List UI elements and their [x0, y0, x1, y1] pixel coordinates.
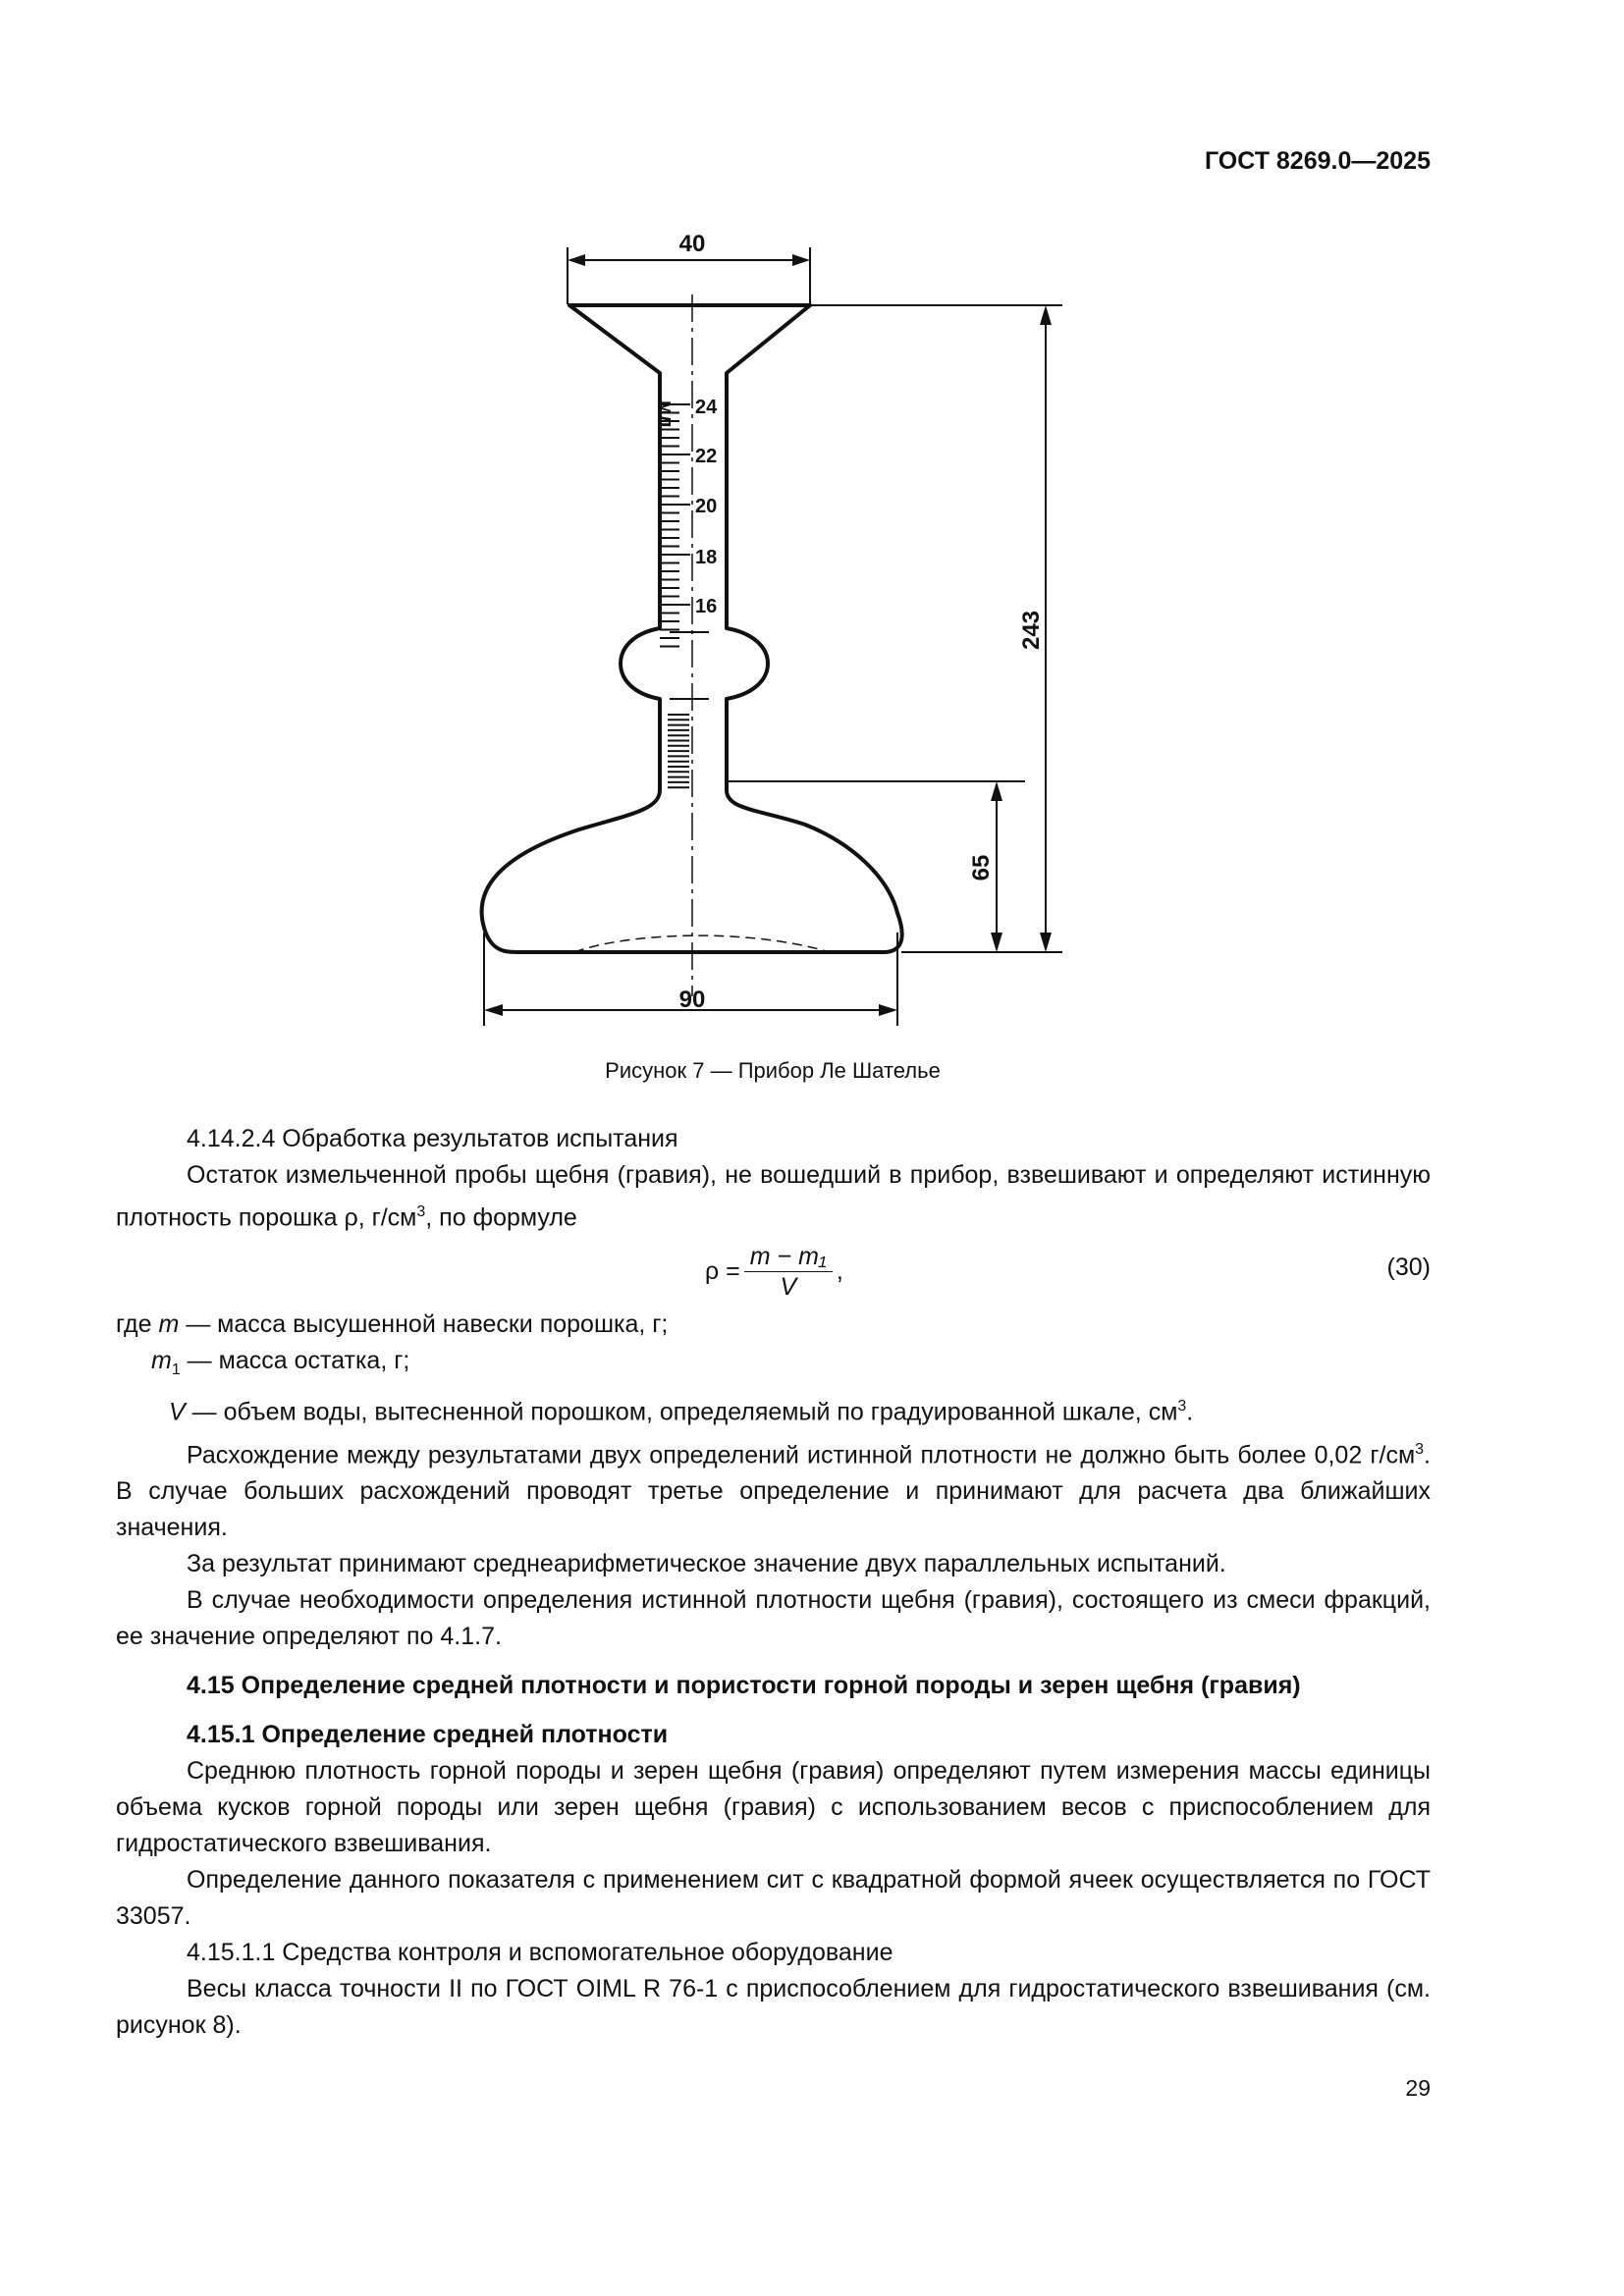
section-4-15-heading: 4.15 Определение средней плотности и пористости горной породы и зерен щебня (гравия)	[187, 1671, 1301, 1699]
dimension-top-width: 40	[678, 231, 706, 257]
formula-tail: ,	[836, 1257, 843, 1286]
figure-caption: Рисунок 7 — Прибор Ле Шателье	[605, 1058, 941, 1083]
scale-label-20: 20	[695, 496, 718, 517]
paragraph: Весы класса точности II по ГОСТ OIML R 76-1 с приспособлением для гидростатического взвешивания (см. рисунок 8).	[116, 1974, 1431, 2039]
scale-label-22: 22	[695, 446, 718, 467]
where-line: $m_1$ — масса остатка, г;	[151, 1347, 410, 1379]
where-line: V — объем воды, вытесненной порошком, определяемый по градуированной шкале, $см^3$.	[169, 1398, 1194, 1426]
equation-number: (30)	[1386, 1254, 1431, 1282]
document-body	[116, 1121, 1431, 2044]
lower-scale-ticks	[668, 715, 689, 787]
paragraph: За результат принимают среднеарифметическое значение двух параллельных испытаний.	[187, 1549, 1226, 1577]
paragraph: Расхождение между результатами двух определений истинной плотности не должно быть более 0,02 $г/см^3$. В случае больших расхождений проводят третье определение и принимают для расчета два ближайших значения.	[116, 1440, 1431, 1541]
paragraph: В случае необходимости определения истинной плотности щебня (гравия), состоящего из смеси фракций, ее значение определяют по 4.1.7.	[116, 1585, 1431, 1650]
le-chatelier-flask-drawing	[461, 221, 1090, 1036]
section-4-15-1-heading: 4.15.1 Определение средней плотности	[187, 1720, 669, 1748]
scale-label-16: 16	[695, 596, 718, 617]
formula-numerator: m − m₁	[744, 1242, 833, 1272]
page-number: 29	[1405, 2075, 1431, 2101]
paragraph: Среднюю плотность горной породы и зерен щебня (гравия) определяют путем измерения массы единицы объема кусков горной породы или зерен щебня (гравия) с использованием весов с приспособлением для гидростатического взвешивания.	[116, 1756, 1431, 1857]
where-line: где m — масса высушенной навески порошка, г;	[116, 1310, 669, 1339]
formula-denominator: V	[780, 1273, 797, 1302]
standard-number: ГОСТ 8269.0—2025	[1204, 147, 1431, 175]
section-4-15-1-1-title: 4.15.1.1 Средства контроля и вспомогательное оборудование	[187, 1938, 893, 1966]
formula-30	[116, 1236, 1431, 1307]
section-4-14-2-4-title: 4.14.2.4 Обработка результатов испытания	[187, 1125, 678, 1152]
scale-unit-label: мл	[655, 400, 677, 428]
dimension-total-height: 243	[1018, 610, 1045, 651]
dimension-bottom-width: 90	[678, 987, 706, 1013]
dimension-bulb-height: 65	[968, 854, 995, 881]
upper-scale-ticks	[660, 404, 690, 647]
formula-lhs: ρ =	[705, 1257, 740, 1286]
paragraph: Определение данного показателя с применением сит с квадратной формой ячеек осуществляется по ГОСТ 33057.	[116, 1865, 1431, 1930]
paragraph: Остаток измельченной пробы щебня (гравия), не вошедший в прибор, взвешивают и определяют истинную плотность порошка ρ, $г/см^3$, по формуле	[116, 1161, 1431, 1232]
scale-label-18: 18	[695, 547, 718, 568]
scale-label-24: 24	[695, 397, 718, 418]
